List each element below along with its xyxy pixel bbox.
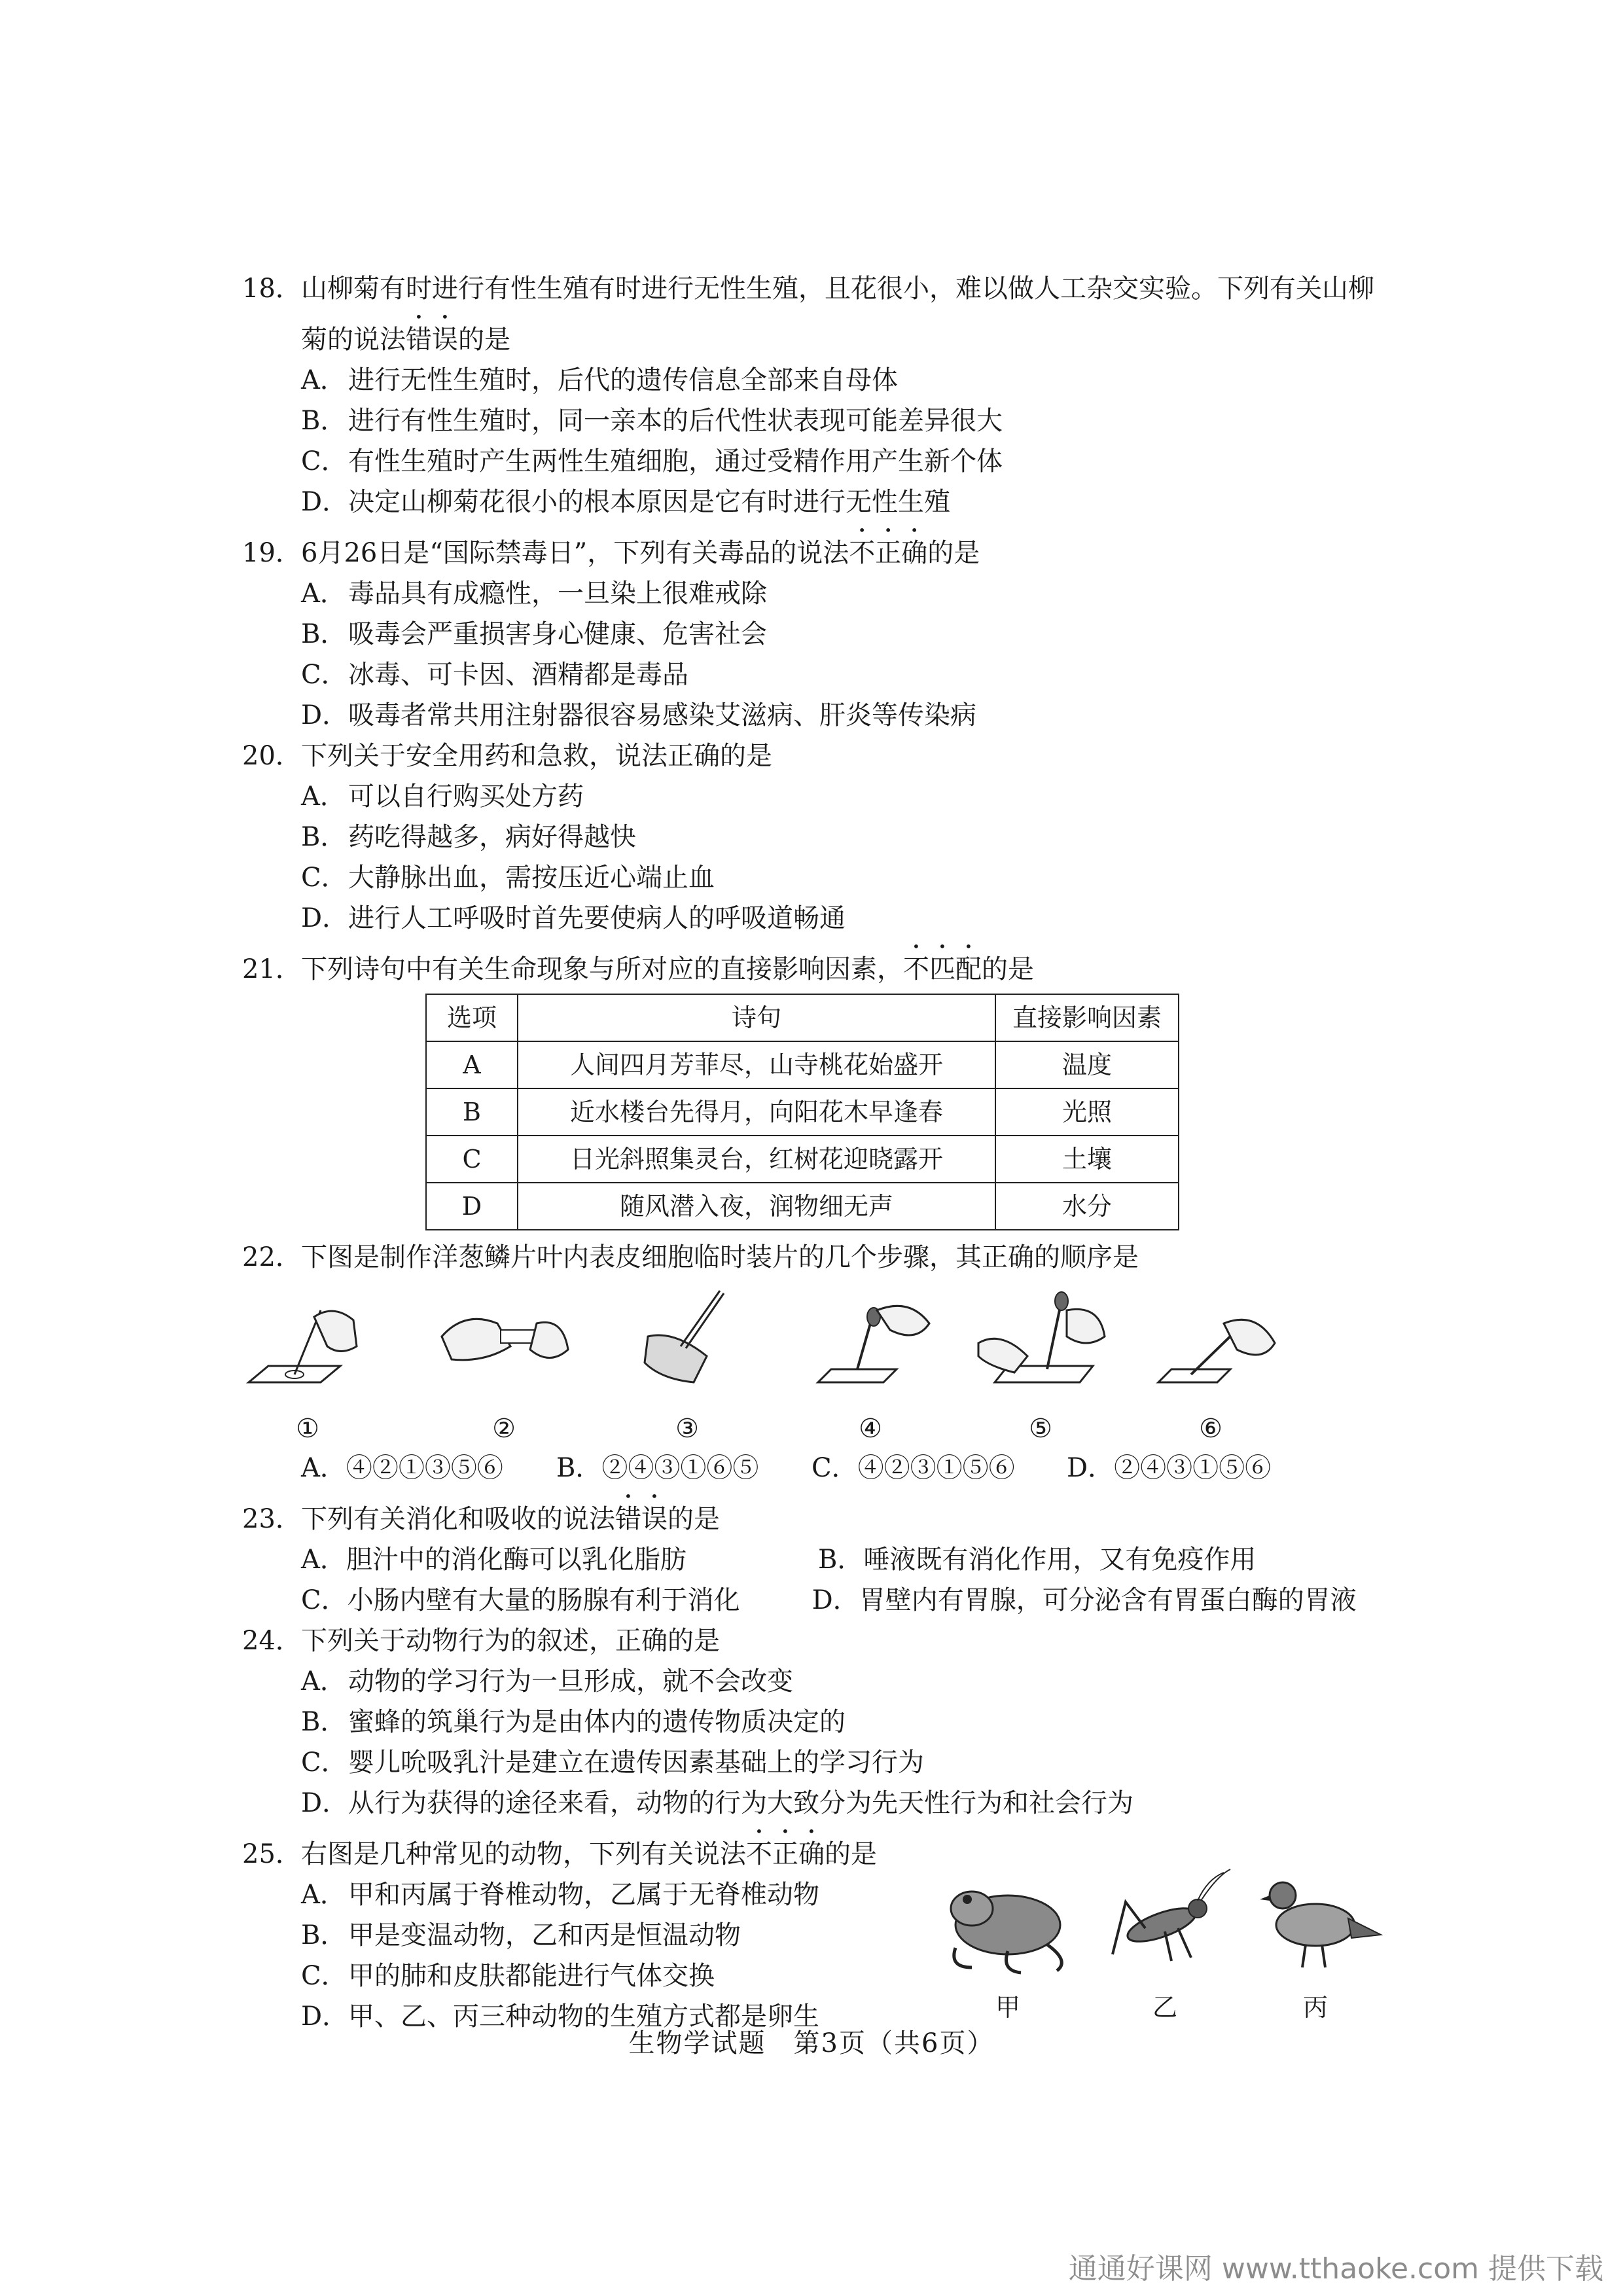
option-c[interactable]: C．甲的肺和皮肤都能进行气体交换 (301, 1961, 715, 1991)
question-number: 22． (242, 1242, 302, 1272)
table-header: 选项 (426, 994, 518, 1041)
animal-label: 甲 (995, 1993, 1020, 2022)
grasshopper-icon (1093, 1863, 1237, 1981)
options-row-1 (242, 1539, 1394, 1580)
option-c[interactable]: C．冰毒、可卡因、酒精都是毒品 (301, 660, 688, 690)
stem-text-end: 的是 (458, 325, 510, 355)
staining-icon (1145, 1284, 1276, 1402)
table-cell: B (426, 1088, 518, 1136)
option-d[interactable]: D．从行为获得的途径来看，动物的行为大致分为先天性行为和社会行为 (301, 1788, 1133, 1818)
step-caption: ⑤ (1029, 1414, 1052, 1444)
question-21-stem (242, 939, 1394, 990)
step-3 (622, 1284, 753, 1448)
step-1 (242, 1284, 373, 1448)
animal-figure (936, 1863, 1394, 2026)
table-cell: 近水楼台先得月，向阳花木早逢春 (518, 1088, 995, 1136)
step-caption: ④ (859, 1414, 882, 1444)
table-cell: A (426, 1041, 518, 1088)
stem-text-end: 的是 (927, 538, 980, 568)
table-cell: 温度 (995, 1041, 1179, 1088)
option-b[interactable]: B．吸毒会严重损害身心健康、危害社会 (301, 619, 767, 649)
table-cell: 人间四月芳菲尽，山寺桃花始盛开 (518, 1041, 995, 1088)
question-22-stem (242, 1237, 1394, 1278)
option-a[interactable]: A．进行无性生殖时，后代的遗传信息全部来自母体 (301, 365, 898, 395)
question-number: 18． (242, 274, 302, 304)
option-a[interactable]: A．动物的学习行为一旦形成，就不会改变 (301, 1666, 793, 1696)
watermark: 通通好课网 www.tthaoke.com 提供下载 (1068, 2252, 1603, 2286)
animal-label: 丙 (1302, 1993, 1328, 2022)
table-row (426, 1041, 1179, 1088)
step-caption: ② (492, 1414, 516, 1444)
option-c[interactable]: C．小肠内壁有大量的肠腺有利于消化 (301, 1585, 740, 1615)
question-22-options (242, 1448, 1394, 1488)
emphasized-word: 不正确 (849, 538, 928, 568)
option-a[interactable]: A．胆汁中的消化酶可以乳化脂肪 (301, 1545, 687, 1575)
table-cell: 水分 (995, 1183, 1179, 1230)
option-b[interactable]: B．唾液既有消化作用，又有免疫作用 (818, 1545, 1257, 1575)
step-4 (805, 1284, 936, 1448)
animal-pigeon (1243, 1863, 1387, 2026)
wiping-slide-icon (242, 1284, 373, 1402)
option-d[interactable]: D．决定山柳菊花很小的根本原因是它有时进行无性生殖 (301, 487, 950, 517)
table-cell: 土壤 (995, 1136, 1179, 1183)
option-d[interactable]: D．胃壁内有胃腺，可分泌含有胃蛋白酶的胃液 (812, 1585, 1357, 1615)
question-number: 21． (242, 954, 302, 984)
option-d[interactable]: D．吸毒者常共用注射器很容易感染艾滋病、肝炎等传染病 (301, 700, 976, 730)
stem-text: 下列关于安全用药和急救，说法正确的是 (301, 741, 772, 771)
table-header: 直接影响因素 (995, 994, 1179, 1041)
step-caption: ⑥ (1199, 1414, 1222, 1444)
options-row-2 (242, 1580, 1394, 1621)
question-20-stem (242, 736, 1394, 776)
option-d[interactable]: D．甲、乙、丙三种动物的生殖方式都是卵生 (301, 2001, 819, 2032)
option-b[interactable]: B．药吃得越多，病好得越快 (301, 822, 636, 852)
table-cell: D (426, 1183, 518, 1230)
step-caption: ③ (675, 1414, 699, 1444)
question-21 (242, 939, 1394, 1230)
dropper-on-slide-icon (805, 1284, 936, 1402)
option-a[interactable]: A．甲和丙属于脊椎动物，乙属于无脊椎动物 (301, 1880, 819, 1910)
table-cell: 日光斜照集灵台，红树花迎晓露开 (518, 1136, 995, 1183)
question-24-stem (242, 1621, 1394, 1661)
step-5 (975, 1284, 1106, 1448)
question-20 (242, 736, 1394, 939)
step-caption: ① (296, 1414, 319, 1444)
emphasized-word: 错误 (406, 325, 458, 355)
table-cell: 随风潜入夜，润物细无声 (518, 1183, 995, 1230)
option-c[interactable]: C．有性生殖时产生两性生殖细胞，通过受精作用产生新个体 (301, 446, 1003, 476)
question-number: 20． (242, 741, 302, 771)
cover-slip-icon (975, 1284, 1106, 1402)
hands-holding-slide-icon (438, 1284, 569, 1402)
page-footer: 生物学试题 第3页（共6页） (628, 2028, 995, 2058)
stem-text-end: 的是 (825, 1839, 877, 1869)
table-header-row (426, 994, 1179, 1041)
table-row (426, 1136, 1179, 1183)
question-22 (242, 1237, 1394, 1488)
animal-label: 乙 (1152, 1993, 1177, 2022)
stem-text-end: 的是 (668, 1504, 720, 1534)
option-a[interactable]: A．④②①③⑤⑥ (301, 1453, 503, 1483)
question-19 (242, 522, 1394, 736)
option-d[interactable]: D．进行人工呼吸时首先要使病人的呼吸道畅通 (301, 903, 846, 933)
option-d[interactable]: D．②④③①⑤⑥ (1067, 1453, 1272, 1483)
option-b[interactable]: B．进行有性生殖时，同一亲本的后代性状表现可能差异很大 (301, 406, 1003, 436)
poem-factor-table (425, 994, 1179, 1230)
question-25 (242, 1823, 1394, 2037)
question-number: 24． (242, 1626, 302, 1656)
option-a[interactable]: A．可以自行购买处方药 (301, 781, 584, 812)
question-number: 19． (242, 538, 302, 568)
table-cell: 光照 (995, 1088, 1179, 1136)
table-cell: C (426, 1136, 518, 1183)
emphasized-word: 不匹配 (903, 954, 982, 984)
step-2 (438, 1284, 569, 1448)
question-24 (242, 1621, 1394, 1823)
stem-text-end: 的是 (982, 954, 1034, 984)
frog-icon (936, 1863, 1080, 1981)
question-list (242, 268, 1394, 2037)
stem-text: 下列有关消化和吸收的说法 (301, 1504, 615, 1534)
pigeon-icon (1243, 1863, 1387, 1981)
stem-text: 6月26日是“国际禁毒日”，下列有关毒品的说法 (301, 538, 849, 568)
slide-preparation-steps (242, 1284, 1394, 1448)
question-18 (242, 268, 1394, 522)
stem-text: 下图是制作洋葱鳞片叶内表皮细胞临时装片的几个步骤，其正确的顺序是 (301, 1242, 1139, 1272)
step-6 (1145, 1284, 1276, 1448)
option-b[interactable]: B．蜜蜂的筑巢行为是由体内的遗传物质决定的 (301, 1707, 846, 1737)
table-row (426, 1088, 1179, 1136)
question-23 (242, 1488, 1394, 1621)
stem-text: 下列诗句中有关生命现象与所对应的直接影响因素， (301, 954, 903, 984)
stem-text: 下列关于动物行为的叙述，正确的是 (301, 1626, 720, 1656)
question-number: 23． (242, 1504, 302, 1534)
emphasized-word: 不正确 (746, 1839, 825, 1869)
stem-text: 山柳菊有时进行有性生殖有时进行无性生殖，且花很小，难以做人工杂交实验。下列有关山柳菊的说法 (301, 274, 1374, 355)
option-b[interactable]: B．②④③①⑥⑤ (556, 1453, 759, 1483)
question-19-stem (242, 522, 1394, 573)
option-b[interactable]: B．甲是变温动物，乙和丙是恒温动物 (301, 1920, 741, 1950)
animal-frog (936, 1863, 1080, 2026)
option-c[interactable]: C．婴儿吮吸乳汁是建立在遗传因素基础上的学习行为 (301, 1748, 924, 1778)
option-c[interactable]: C．④②③①⑤⑥ (812, 1453, 1015, 1483)
question-number: 25． (242, 1839, 302, 1869)
table-row (426, 1183, 1179, 1230)
tweezers-onion-skin-icon (622, 1284, 753, 1402)
animal-grasshopper (1093, 1863, 1237, 2026)
question-18-stem (242, 268, 1394, 360)
option-a[interactable]: A．毒品具有成瘾性，一旦染上很难戒除 (301, 579, 767, 609)
stem-text: 右图是几种常见的动物，下列有关说法 (301, 1839, 746, 1869)
table-header: 诗句 (518, 994, 995, 1041)
option-c[interactable]: C．大静脉出血，需按压近心端止血 (301, 863, 715, 893)
question-23-stem (242, 1488, 1394, 1539)
emphasized-word: 错误 (615, 1504, 668, 1534)
